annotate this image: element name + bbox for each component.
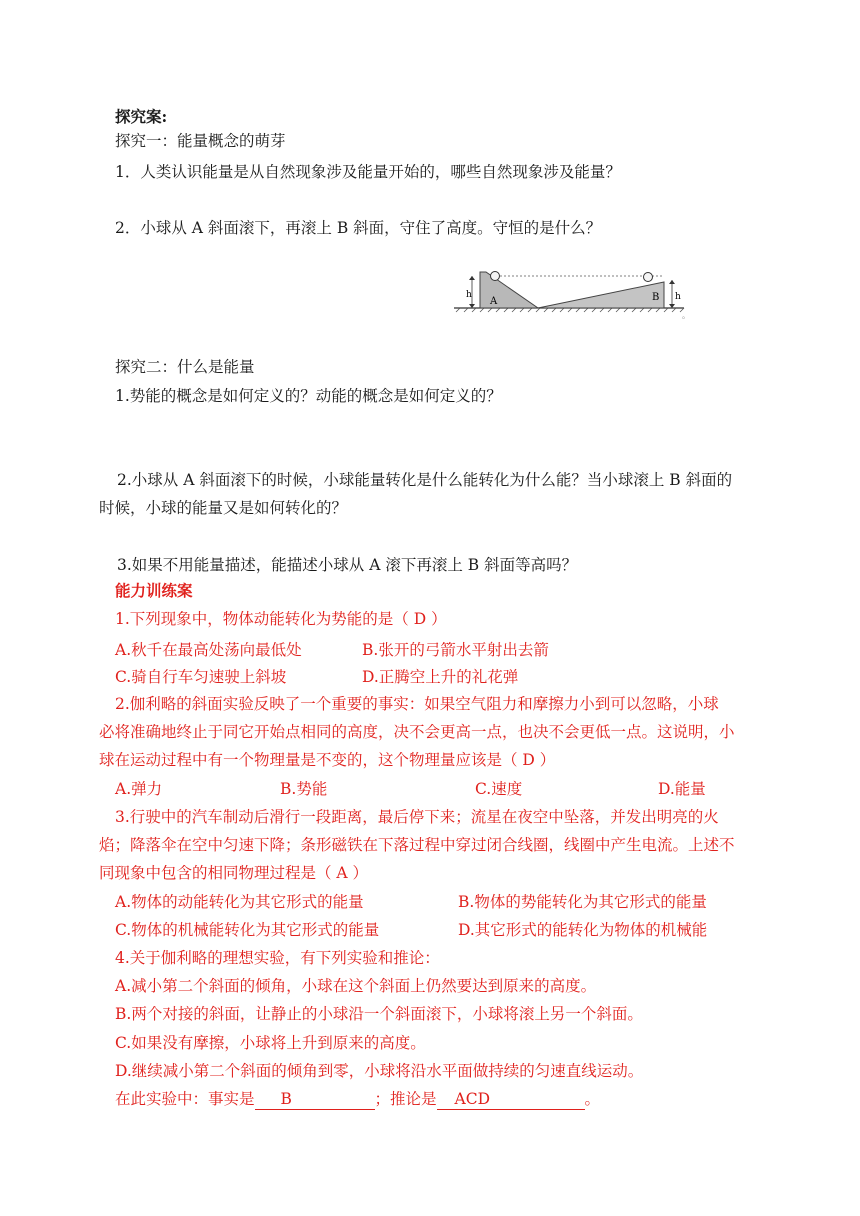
section1-title: 探究一：能量概念的萌芽 [115, 132, 286, 150]
problem2-option-c: C.速度 [475, 780, 523, 798]
problem2-line2: 必将准确地终止于同它开始点相同的高度，决不会更高一点，也决不会更低一点。这说明，小 [99, 723, 735, 741]
problem3-line2: 焰；降落伞在空中匀速下降；条形磁铁在下落过程中穿过闭合线圈，线圈中产生电流。上述不 [99, 836, 735, 854]
problem4-item-b: B.两个对接的斜面，让静止的小球沿一个斜面滚下，小球将滚上另一个斜面。 [115, 1005, 643, 1023]
answer-suffix: 。 [584, 1090, 601, 1108]
problem4-stem: 4.关于伽利略的理想实验，有下列实验和推论： [115, 949, 440, 967]
problem3-option-a: A.物体的动能转化为其它形式的能量 [115, 893, 364, 911]
problem1-stem: 1.下列现象中，物体动能转化为势能的是（ D ） [115, 610, 447, 628]
problem4-answer-line [115, 1089, 600, 1110]
problem4-item-a: A.减小第二个斜面的倾角，小球在这个斜面上仍然要达到原来的高度。 [115, 977, 597, 995]
incline-a-label: A [490, 296, 498, 307]
problem1-option-a: A.秋千在最高处荡向最低处 [115, 641, 302, 659]
problem3-line1: 3.行驶中的汽车制动后滑行一段距离，最后停下来；流星在夜空中坠落，并发出明亮的火 [115, 808, 719, 826]
section2-title: 探究二：什么是能量 [115, 358, 255, 376]
inference-answer-blank: ACD [437, 1089, 585, 1110]
problem3-option-c: C.物体的机械能转化为其它形式的能量 [115, 921, 380, 939]
answer-mid: ；推论是 [374, 1090, 437, 1108]
problem3-line3: 同现象中包含的相同物理过程是（ A ） [99, 864, 369, 882]
answer-prefix: 在此实验中：事实是 [115, 1090, 255, 1108]
section1-q1: 1．人类认识能量是从自然现象涉及能量开始的，哪些自然现象涉及能量？ [115, 163, 621, 181]
diagram-mark: 。 [682, 311, 690, 320]
problem3-option-b: B.物体的势能转化为其它形式的能量 [458, 893, 707, 911]
section2-q2-line2: 时候，小球的能量又是如何转化的？ [99, 499, 348, 517]
problem2-option-d: D.能量 [658, 780, 706, 798]
section2-q3: 3.如果不用能量描述，能描述小球从 A 滚下再滚上 B 斜面等高吗？ [117, 556, 578, 574]
height-label-left: h [466, 290, 472, 300]
problem2-option-a: A.弹力 [115, 780, 163, 798]
problem1-option-c: C.骑自行车匀速驶上斜坡 [115, 668, 287, 686]
training-title: 能力训练案 [115, 581, 193, 600]
section1-q2: 2．小球从 A 斜面滚下，再滚上 B 斜面，守住了高度。守恒的是什么？ [115, 219, 602, 237]
problem2-line3: 球在运动过程中有一个物理量是不变的，这个物理量应该是（ D ） [99, 751, 556, 769]
incline-diagram [452, 266, 692, 320]
fact-answer-blank: B [255, 1089, 375, 1110]
height-label-right: h [675, 292, 681, 302]
section2-q2-line1: 2.小球从 A 斜面滚下的时候，小球能量转化是什么能转化为什么能？当小球滚上 B 斜面的 [117, 471, 733, 489]
problem3-option-d: D.其它形式的能转化为物体的机械能 [458, 921, 708, 939]
problem4-item-c: C.如果没有摩擦，小球将上升到原来的高度。 [115, 1034, 426, 1052]
problem2-line1: 2.伽利略的斜面实验反映了一个重要的事实：如果空气阻力和摩擦力小到可以忽略，小球 [115, 695, 719, 713]
problem1-option-d: D.正腾空上升的礼花弹 [362, 668, 519, 686]
problem1-option-b: B.张开的弓箭水平射出去箭 [362, 641, 549, 659]
page-heading: 探究案: [115, 107, 168, 126]
incline-b-label: B [652, 292, 660, 303]
problem2-option-b: B.势能 [280, 780, 328, 798]
section2-q1: 1.势能的概念是如何定义的？动能的概念是如何定义的？ [115, 387, 502, 405]
problem4-item-d: D.继续减小第二个斜面的倾角到零，小球将沿水平面做持续的匀速直线运动。 [115, 1062, 644, 1080]
